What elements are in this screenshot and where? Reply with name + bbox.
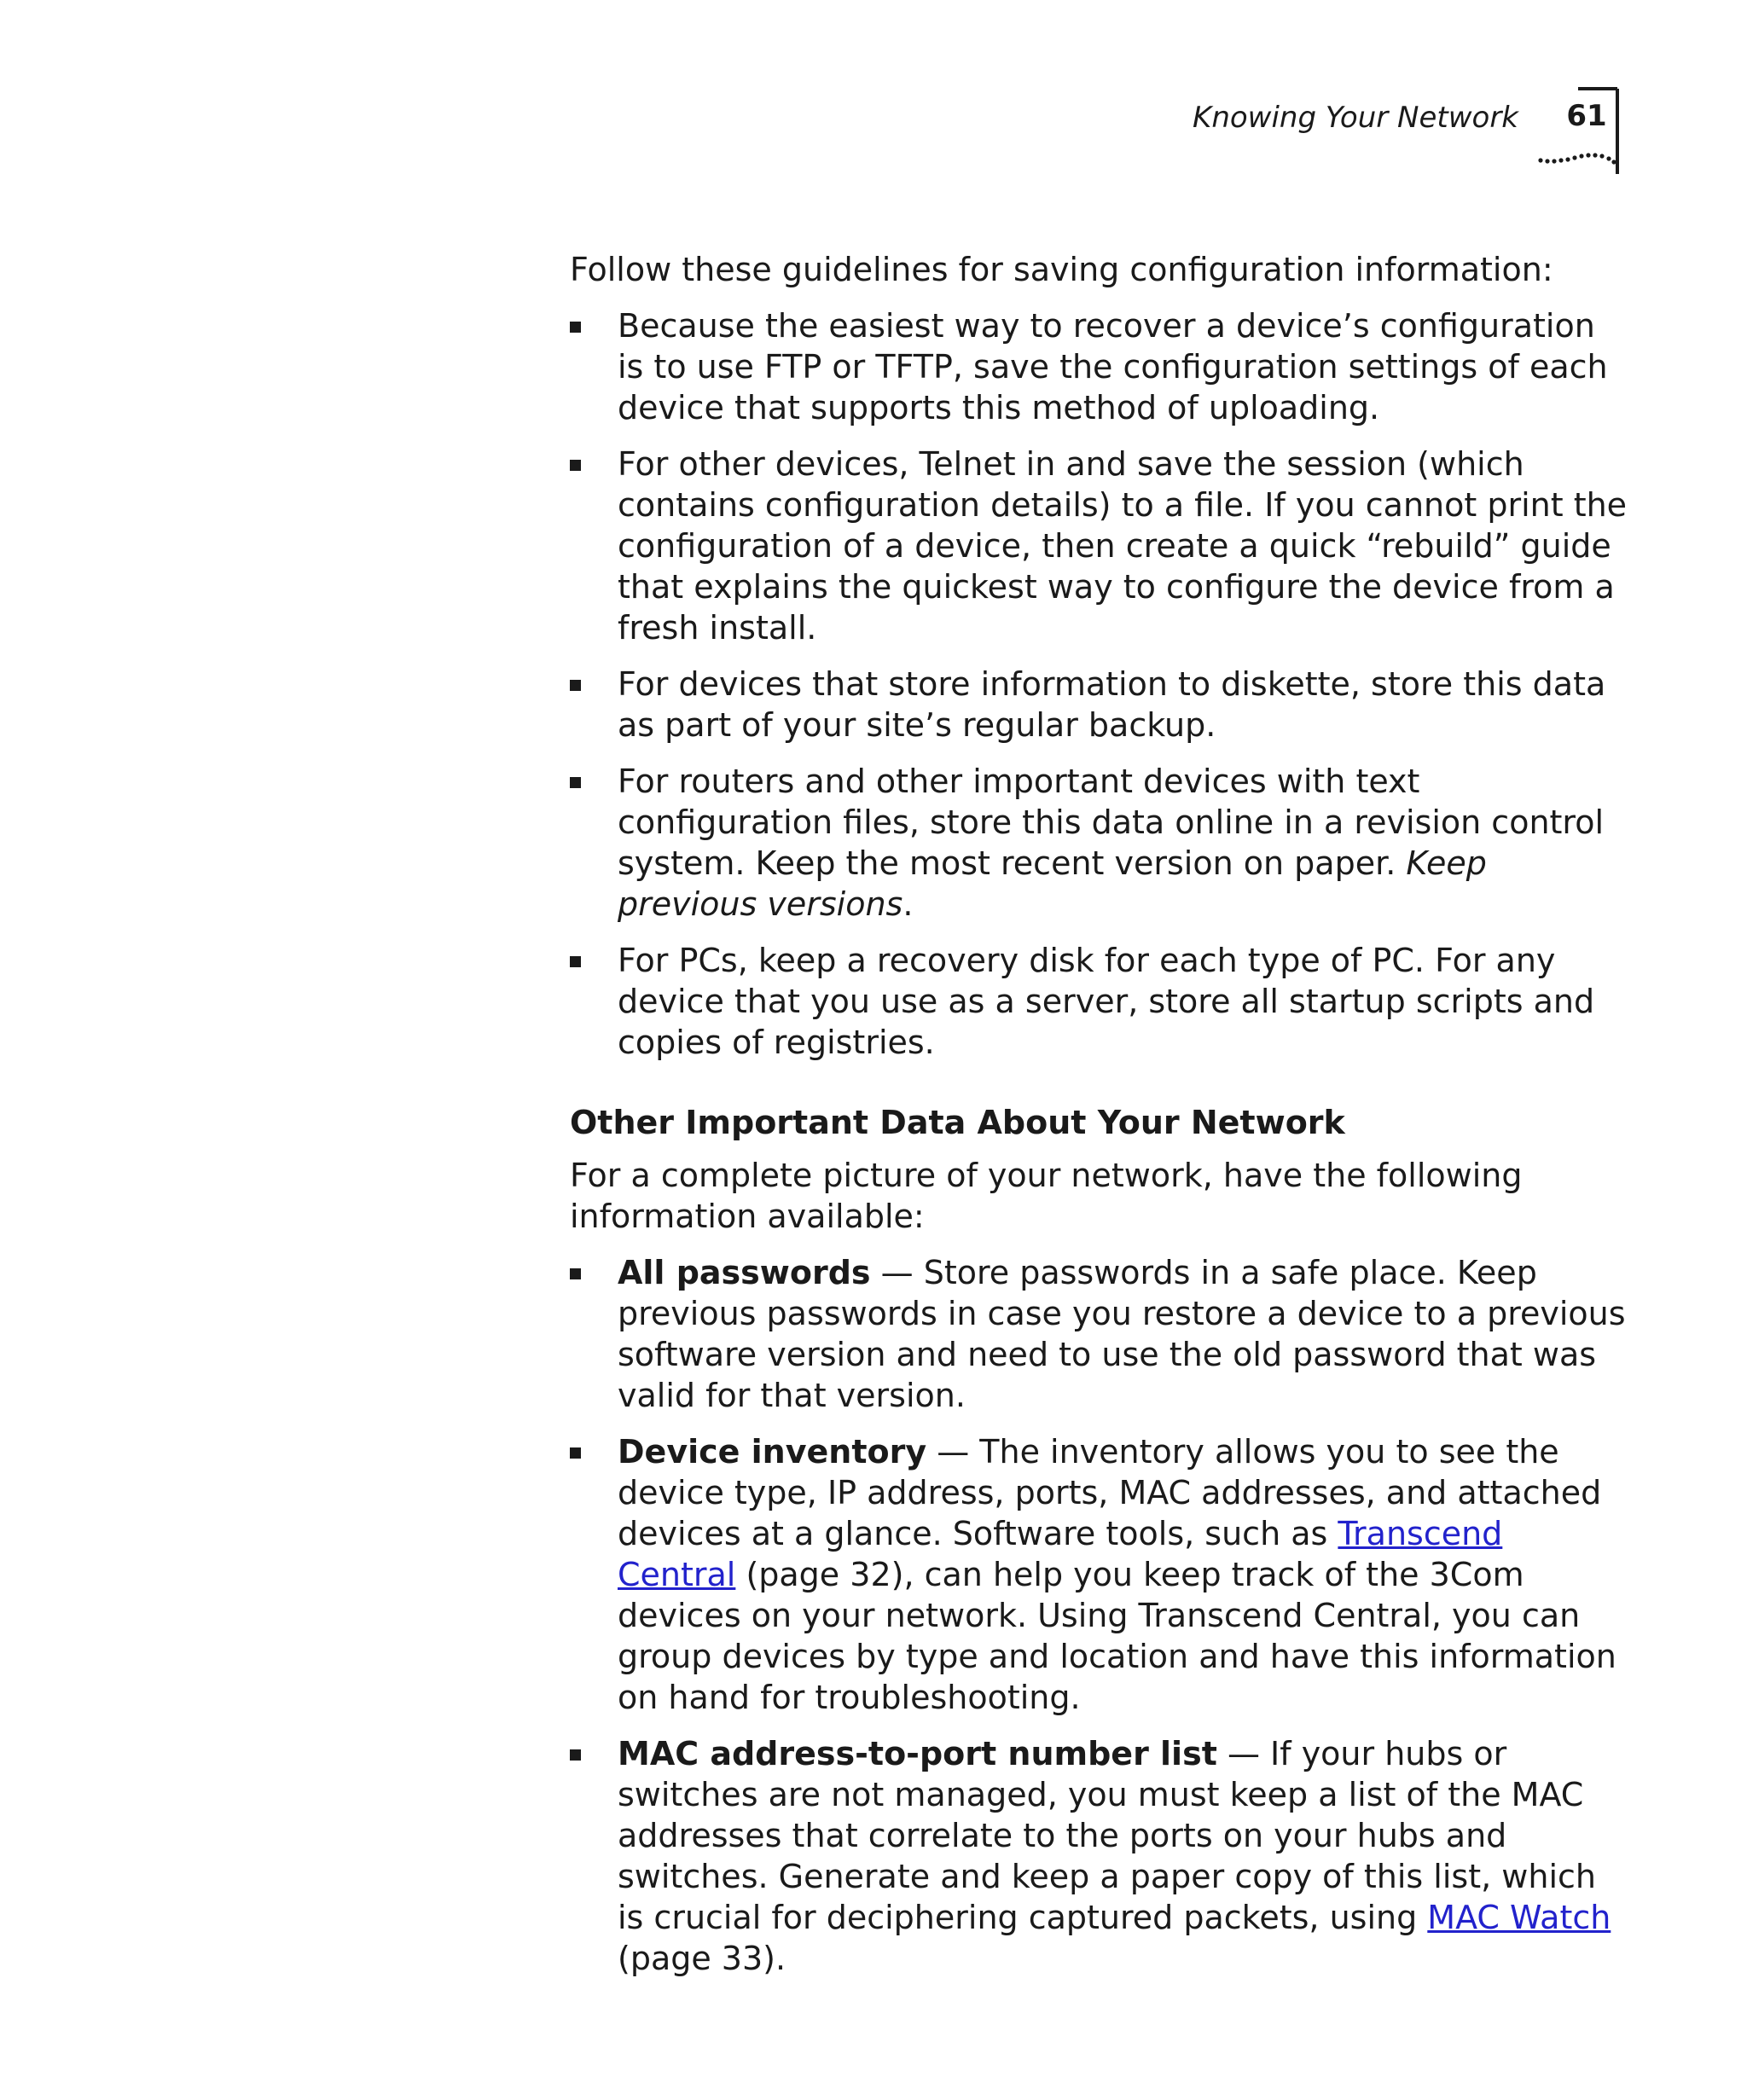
list-item-text-end: . — [903, 885, 914, 923]
list-item — [570, 1733, 1628, 1979]
list-item-text: For other devices, Telnet in and save the session (which contains configuration details) to a file. If you cannot print the configuration of a device, then create a quick “rebuild” guide that explains the quickest way to configure the device from a fresh install. — [618, 445, 1628, 647]
list-item — [570, 761, 1628, 925]
page-body — [570, 249, 1628, 1994]
mac-watch-link[interactable]: MAC Watch — [1427, 1899, 1611, 1936]
list-item — [570, 305, 1628, 428]
list-item-text-end: (page 32), can help you keep track of the 3Com devices on your network. Using Transcend Central, you can group devices by type and location and have this information on hand for troubleshooting. — [618, 1556, 1616, 1716]
page-corner-decoration — [1535, 87, 1629, 176]
list-item-text-end: (page 33). — [618, 1940, 786, 1977]
section-lead: For a complete picture of your network, have the following information available: — [570, 1157, 1523, 1235]
list-item-text: For devices that store information to diskette, store this data as part of your site’s regular backup. — [618, 665, 1606, 744]
square-bullet-icon — [570, 777, 581, 788]
list-item-text: For routers and other important devices with text configuration files, store this data online in a revision control system. Keep the most recent version on paper. — [618, 763, 1605, 882]
term-label: MAC address-to-port number list — [618, 1735, 1217, 1772]
square-bullet-icon — [570, 680, 581, 691]
list-item-text: Because the easiest way to recover a device’s configuration is to use FTP or TFTP, save the configuration settings of each device that supports this method of uploading. — [618, 307, 1608, 426]
term-label: Device inventory — [618, 1433, 927, 1471]
list-item — [570, 664, 1628, 745]
section-intro: Follow these guidelines for saving configuration information: — [570, 251, 1553, 288]
square-bullet-icon — [570, 1749, 581, 1761]
square-bullet-icon — [570, 322, 581, 333]
section-heading: Other Important Data About Your Network — [570, 1104, 1345, 1141]
page-number: 61 — [1566, 99, 1607, 133]
running-head: Knowing Your Network — [1193, 101, 1518, 135]
list-item — [570, 444, 1628, 648]
list-item-text: — Store passwords in a safe place. Keep previous passwords in case you restore a device to a previous software version and need to use the old password that was valid for that version. — [618, 1254, 1626, 1414]
list-item-text: For PCs, keep a recovery disk for each type of PC. For any device that you use as a server, store all startup scripts and copies of registries. — [618, 942, 1595, 1061]
emphasis-text: Keep previous versions — [618, 844, 1487, 923]
list-item — [570, 940, 1628, 1063]
square-bullet-icon — [570, 956, 581, 967]
list-item-text: — If your hubs or switches are not managed, you must keep a list of the MAC addresses that correlate to the ports on your hubs and switches. Generate and keep a paper copy of this list, which is crucial for deciphering captured packets, using — [618, 1735, 1596, 1936]
list-item — [570, 1431, 1628, 1718]
guidelines-list — [570, 305, 1628, 1063]
term-label: All passwords — [618, 1254, 871, 1291]
square-bullet-icon — [570, 460, 581, 471]
square-bullet-icon — [570, 1447, 581, 1459]
square-bullet-icon — [570, 1268, 581, 1279]
network-data-list — [570, 1252, 1628, 1979]
list-item — [570, 1252, 1628, 1416]
transcend-central-link[interactable]: Transcend Central — [618, 1515, 1503, 1593]
list-item-text: — The inventory allows you to see the device type, IP address, ports, MAC addresses, and attached devices at a glance. Software tools, such as — [618, 1433, 1602, 1552]
